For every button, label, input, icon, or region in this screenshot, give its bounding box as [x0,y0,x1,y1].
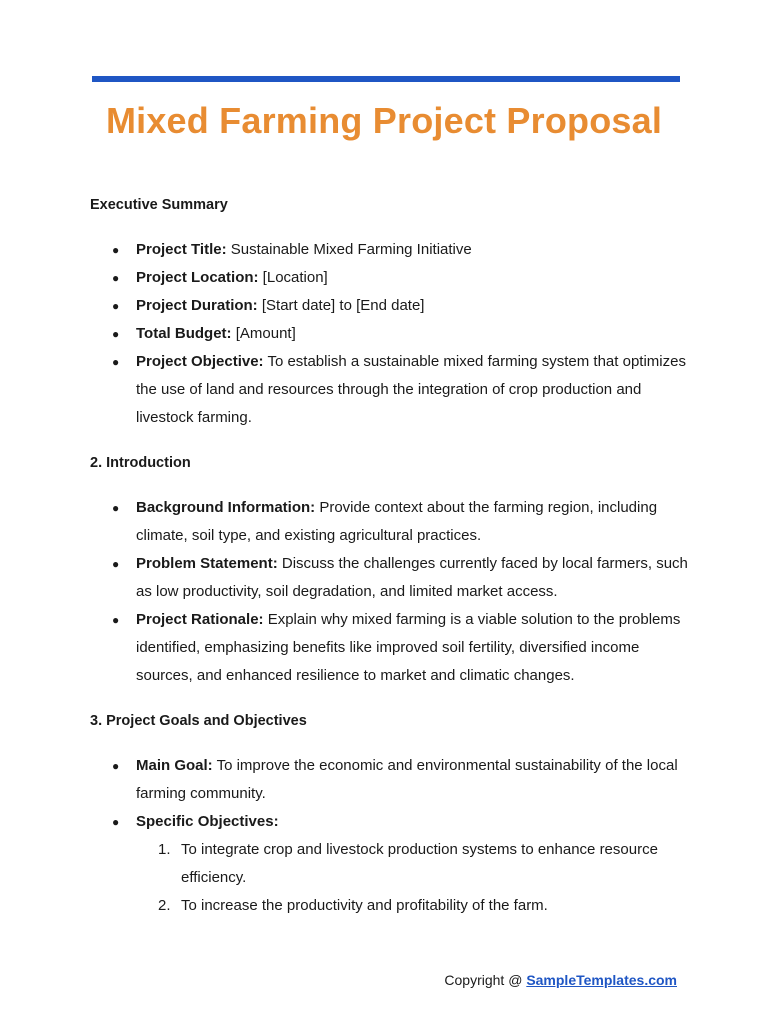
list-item: ● Project Location: [Location] [90,264,690,292]
list-item: ● Total Budget: [Amount] [90,320,690,348]
bullet-icon: ● [112,243,120,257]
list-item: ● Background Information: Provide context about the farming region, including climate, soil type, and existing agricultural practices. [90,494,690,550]
list-item: ● Main Goal: To improve the economic and environmental sustainability of the local farming community. [90,752,690,808]
numbered-item: 2. To increase the productivity and profitability of the farm. [158,897,548,914]
executive-summary-list [90,236,690,432]
sampletemplates-link[interactable]: SampleTemplates.com [526,972,677,988]
introduction-list [90,494,690,690]
list-item: ● Specific Objectives: [90,808,690,836]
bullet-icon: ● [112,271,120,285]
bullet-icon: ● [112,355,120,369]
section-heading-goals: 3. Project Goals and Objectives [90,713,307,729]
specific-objectives-list [90,836,690,920]
bullet-icon: ● [112,557,120,571]
list-item: ● Project Rationale: Explain why mixed farming is a viable solution to the problems identified, emphasizing benefits like improved soil fertility, diversified income sources, and enhanced resilience to market and climatic changes. [90,606,690,690]
document-body [90,194,690,920]
bullet-icon: ● [112,327,120,341]
bullet-icon: ● [112,613,120,627]
list-item: ● Project Duration: [Start date] to [End date] [90,292,690,320]
numbered-item: 1. To integrate crop and livestock production systems to enhance resource efficiency. [158,841,658,886]
bullet-icon: ● [112,299,120,313]
footer-copyright: Copyright @ SampleTemplates.com [444,972,677,988]
section-heading-introduction: 2. Introduction [90,455,191,471]
bullet-icon: ● [112,501,120,515]
bullet-icon: ● [112,815,120,829]
list-item: ● Problem Statement: Discuss the challenges currently faced by local farmers, such as low productivity, soil degradation, and limited market access. [90,550,690,606]
list-item: ● Project Objective: To establish a sustainable mixed farming system that optimizes the use of land and resources through the integration of crop production and livestock farming. [90,348,690,432]
goals-list [90,752,690,836]
page-title: Mixed Farming Project Proposal [105,100,663,141]
bullet-icon: ● [112,759,120,773]
section-heading-executive-summary: Executive Summary [90,197,228,213]
top-divider [92,76,680,82]
list-item: ● Project Title: Sustainable Mixed Farming Initiative [90,236,690,264]
